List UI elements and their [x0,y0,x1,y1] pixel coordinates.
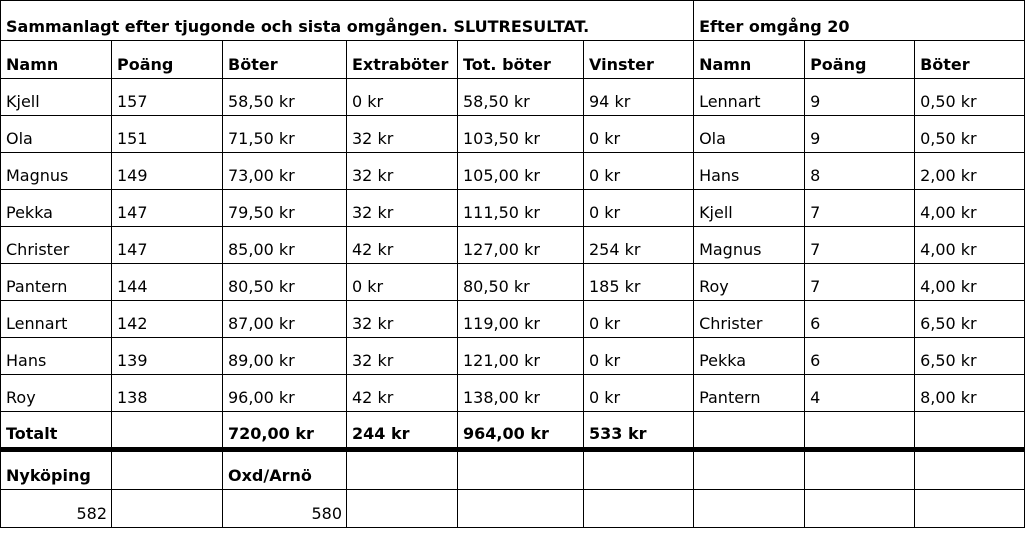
header-cell[interactable]: Tot. böter [458,41,584,79]
table-row [1,301,1025,338]
empty-cell[interactable] [584,490,694,528]
cell[interactable]: 103,50 kr [458,116,584,153]
table-row [1,375,1025,412]
header-cell[interactable]: Namn [694,41,805,79]
empty-cell[interactable] [805,490,915,528]
cell[interactable]: 80,50 kr [458,264,584,301]
empty-cell[interactable] [458,490,584,528]
cell[interactable]: 185 kr [584,264,694,301]
cell[interactable]: 79,50 kr [223,190,347,227]
cell[interactable]: 0 kr [584,190,694,227]
cell[interactable]: 4,00 kr [915,264,1025,301]
left-title[interactable]: Sammanlagt efter tjugonde och sista omgången. SLUTRESULTAT. [1,1,694,41]
cell[interactable]: 142 [112,301,223,338]
empty-cell[interactable] [112,450,223,490]
header-cell[interactable]: Poäng [805,41,915,79]
header-cell[interactable]: Extraböter [347,41,458,79]
team1-score[interactable]: 582 [1,490,112,528]
cell[interactable]: Pekka [694,338,805,375]
cell[interactable]: 111,50 kr [458,190,584,227]
header-cell[interactable]: Poäng [112,41,223,79]
empty-cell[interactable] [694,490,805,528]
cell[interactable]: 2,00 kr [915,153,1025,190]
cell[interactable]: 9 [805,79,915,116]
cell[interactable]: 89,00 kr [223,338,347,375]
data-rows [1,79,1025,412]
table-row [1,153,1025,190]
cell[interactable]: 0 kr [584,153,694,190]
cell[interactable]: 32 kr [347,338,458,375]
cell[interactable]: 6 [805,338,915,375]
right-title[interactable]: Efter omgång 20 [694,1,1025,41]
score-row [1,490,1025,528]
team2-score[interactable]: 580 [223,490,347,528]
total-row [1,412,1025,450]
cell[interactable]: 6,50 kr [915,338,1025,375]
cell[interactable]: 0 kr [584,338,694,375]
cell[interactable]: 149 [112,153,223,190]
cell[interactable]: Magnus [1,153,112,190]
table-row [1,338,1025,375]
cell[interactable]: 94 kr [584,79,694,116]
header-row [1,41,1025,79]
cell[interactable]: Roy [1,375,112,412]
cell[interactable]: 4 [805,375,915,412]
cell[interactable]: 139 [112,338,223,375]
cell[interactable]: 73,00 kr [223,153,347,190]
empty-cell[interactable] [694,450,805,490]
cell[interactable]: 121,00 kr [458,338,584,375]
team2-name[interactable]: Oxd/Arnö [223,450,347,490]
cell[interactable]: 32 kr [347,116,458,153]
empty-cell[interactable] [694,412,805,450]
cell[interactable]: 58,50 kr [458,79,584,116]
cell[interactable]: 7 [805,264,915,301]
cell[interactable]: 147 [112,227,223,264]
table-row [1,264,1025,301]
cell[interactable]: 8 [805,153,915,190]
total-points[interactable] [112,412,223,450]
cell[interactable]: Lennart [1,301,112,338]
cell[interactable]: 6 [805,301,915,338]
total-tot[interactable]: 964,00 kr [458,412,584,450]
team-row [1,450,1025,490]
cell[interactable]: Hans [694,153,805,190]
header-cell[interactable]: Vinster [584,41,694,79]
cell[interactable]: Ola [694,116,805,153]
cell[interactable]: 0,50 kr [915,79,1025,116]
empty-cell[interactable] [347,490,458,528]
cell[interactable]: Christer [694,301,805,338]
cell[interactable]: 6,50 kr [915,301,1025,338]
cell[interactable]: 9 [805,116,915,153]
cell[interactable]: 85,00 kr [223,227,347,264]
total-extra[interactable]: 244 kr [347,412,458,450]
empty-cell[interactable] [915,412,1025,450]
total-label[interactable]: Totalt [1,412,112,450]
cell[interactable]: 105,00 kr [458,153,584,190]
cell[interactable]: 0 kr [347,79,458,116]
cell[interactable]: 119,00 kr [458,301,584,338]
total-vinster[interactable]: 533 kr [584,412,694,450]
cell[interactable]: Kjell [694,190,805,227]
empty-cell[interactable] [458,450,584,490]
header-cell[interactable]: Namn [1,41,112,79]
empty-cell[interactable] [805,412,915,450]
cell[interactable]: Lennart [694,79,805,116]
cell[interactable]: 32 kr [347,190,458,227]
empty-cell[interactable] [112,490,223,528]
empty-cell[interactable] [915,450,1025,490]
cell[interactable]: Ola [1,116,112,153]
cell[interactable]: Magnus [694,227,805,264]
empty-cell[interactable] [584,450,694,490]
header-cell[interactable]: Böter [915,41,1025,79]
table-row [1,190,1025,227]
cell[interactable]: 4,00 kr [915,190,1025,227]
cell[interactable]: Pantern [694,375,805,412]
cell[interactable]: 8,00 kr [915,375,1025,412]
total-boter[interactable]: 720,00 kr [223,412,347,450]
cell[interactable]: Hans [1,338,112,375]
cell[interactable]: 42 kr [347,375,458,412]
cell[interactable]: 157 [112,79,223,116]
cell[interactable]: 7 [805,227,915,264]
cell[interactable]: 4,00 kr [915,227,1025,264]
cell[interactable]: 151 [112,116,223,153]
cell[interactable]: 7 [805,190,915,227]
cell[interactable]: 138,00 kr [458,375,584,412]
cell[interactable]: 138 [112,375,223,412]
cell[interactable]: Christer [1,227,112,264]
cell[interactable]: 42 kr [347,227,458,264]
empty-cell[interactable] [347,450,458,490]
cell[interactable]: 71,50 kr [223,116,347,153]
header-cell[interactable]: Böter [223,41,347,79]
cell[interactable]: 0 kr [584,116,694,153]
cell[interactable]: 87,00 kr [223,301,347,338]
cell[interactable]: 32 kr [347,153,458,190]
cell[interactable]: 0,50 kr [915,116,1025,153]
cell[interactable]: 144 [112,264,223,301]
empty-cell[interactable] [915,490,1025,528]
cell[interactable]: Pekka [1,190,112,227]
cell[interactable]: 0 kr [584,375,694,412]
table-row [1,227,1025,264]
cell[interactable]: Kjell [1,79,112,116]
table-row [1,116,1025,153]
team1-name[interactable]: Nyköping [1,450,112,490]
cell[interactable]: Pantern [1,264,112,301]
table-row [1,79,1025,116]
cell[interactable]: 127,00 kr [458,227,584,264]
cell[interactable]: Roy [694,264,805,301]
cell[interactable]: 32 kr [347,301,458,338]
cell[interactable]: 0 kr [347,264,458,301]
cell[interactable]: 80,50 kr [223,264,347,301]
cell[interactable]: 254 kr [584,227,694,264]
title-row [1,1,1025,41]
cell[interactable]: 58,50 kr [223,79,347,116]
cell[interactable]: 147 [112,190,223,227]
empty-cell[interactable] [805,450,915,490]
cell[interactable]: 96,00 kr [223,375,347,412]
cell[interactable]: 0 kr [584,301,694,338]
